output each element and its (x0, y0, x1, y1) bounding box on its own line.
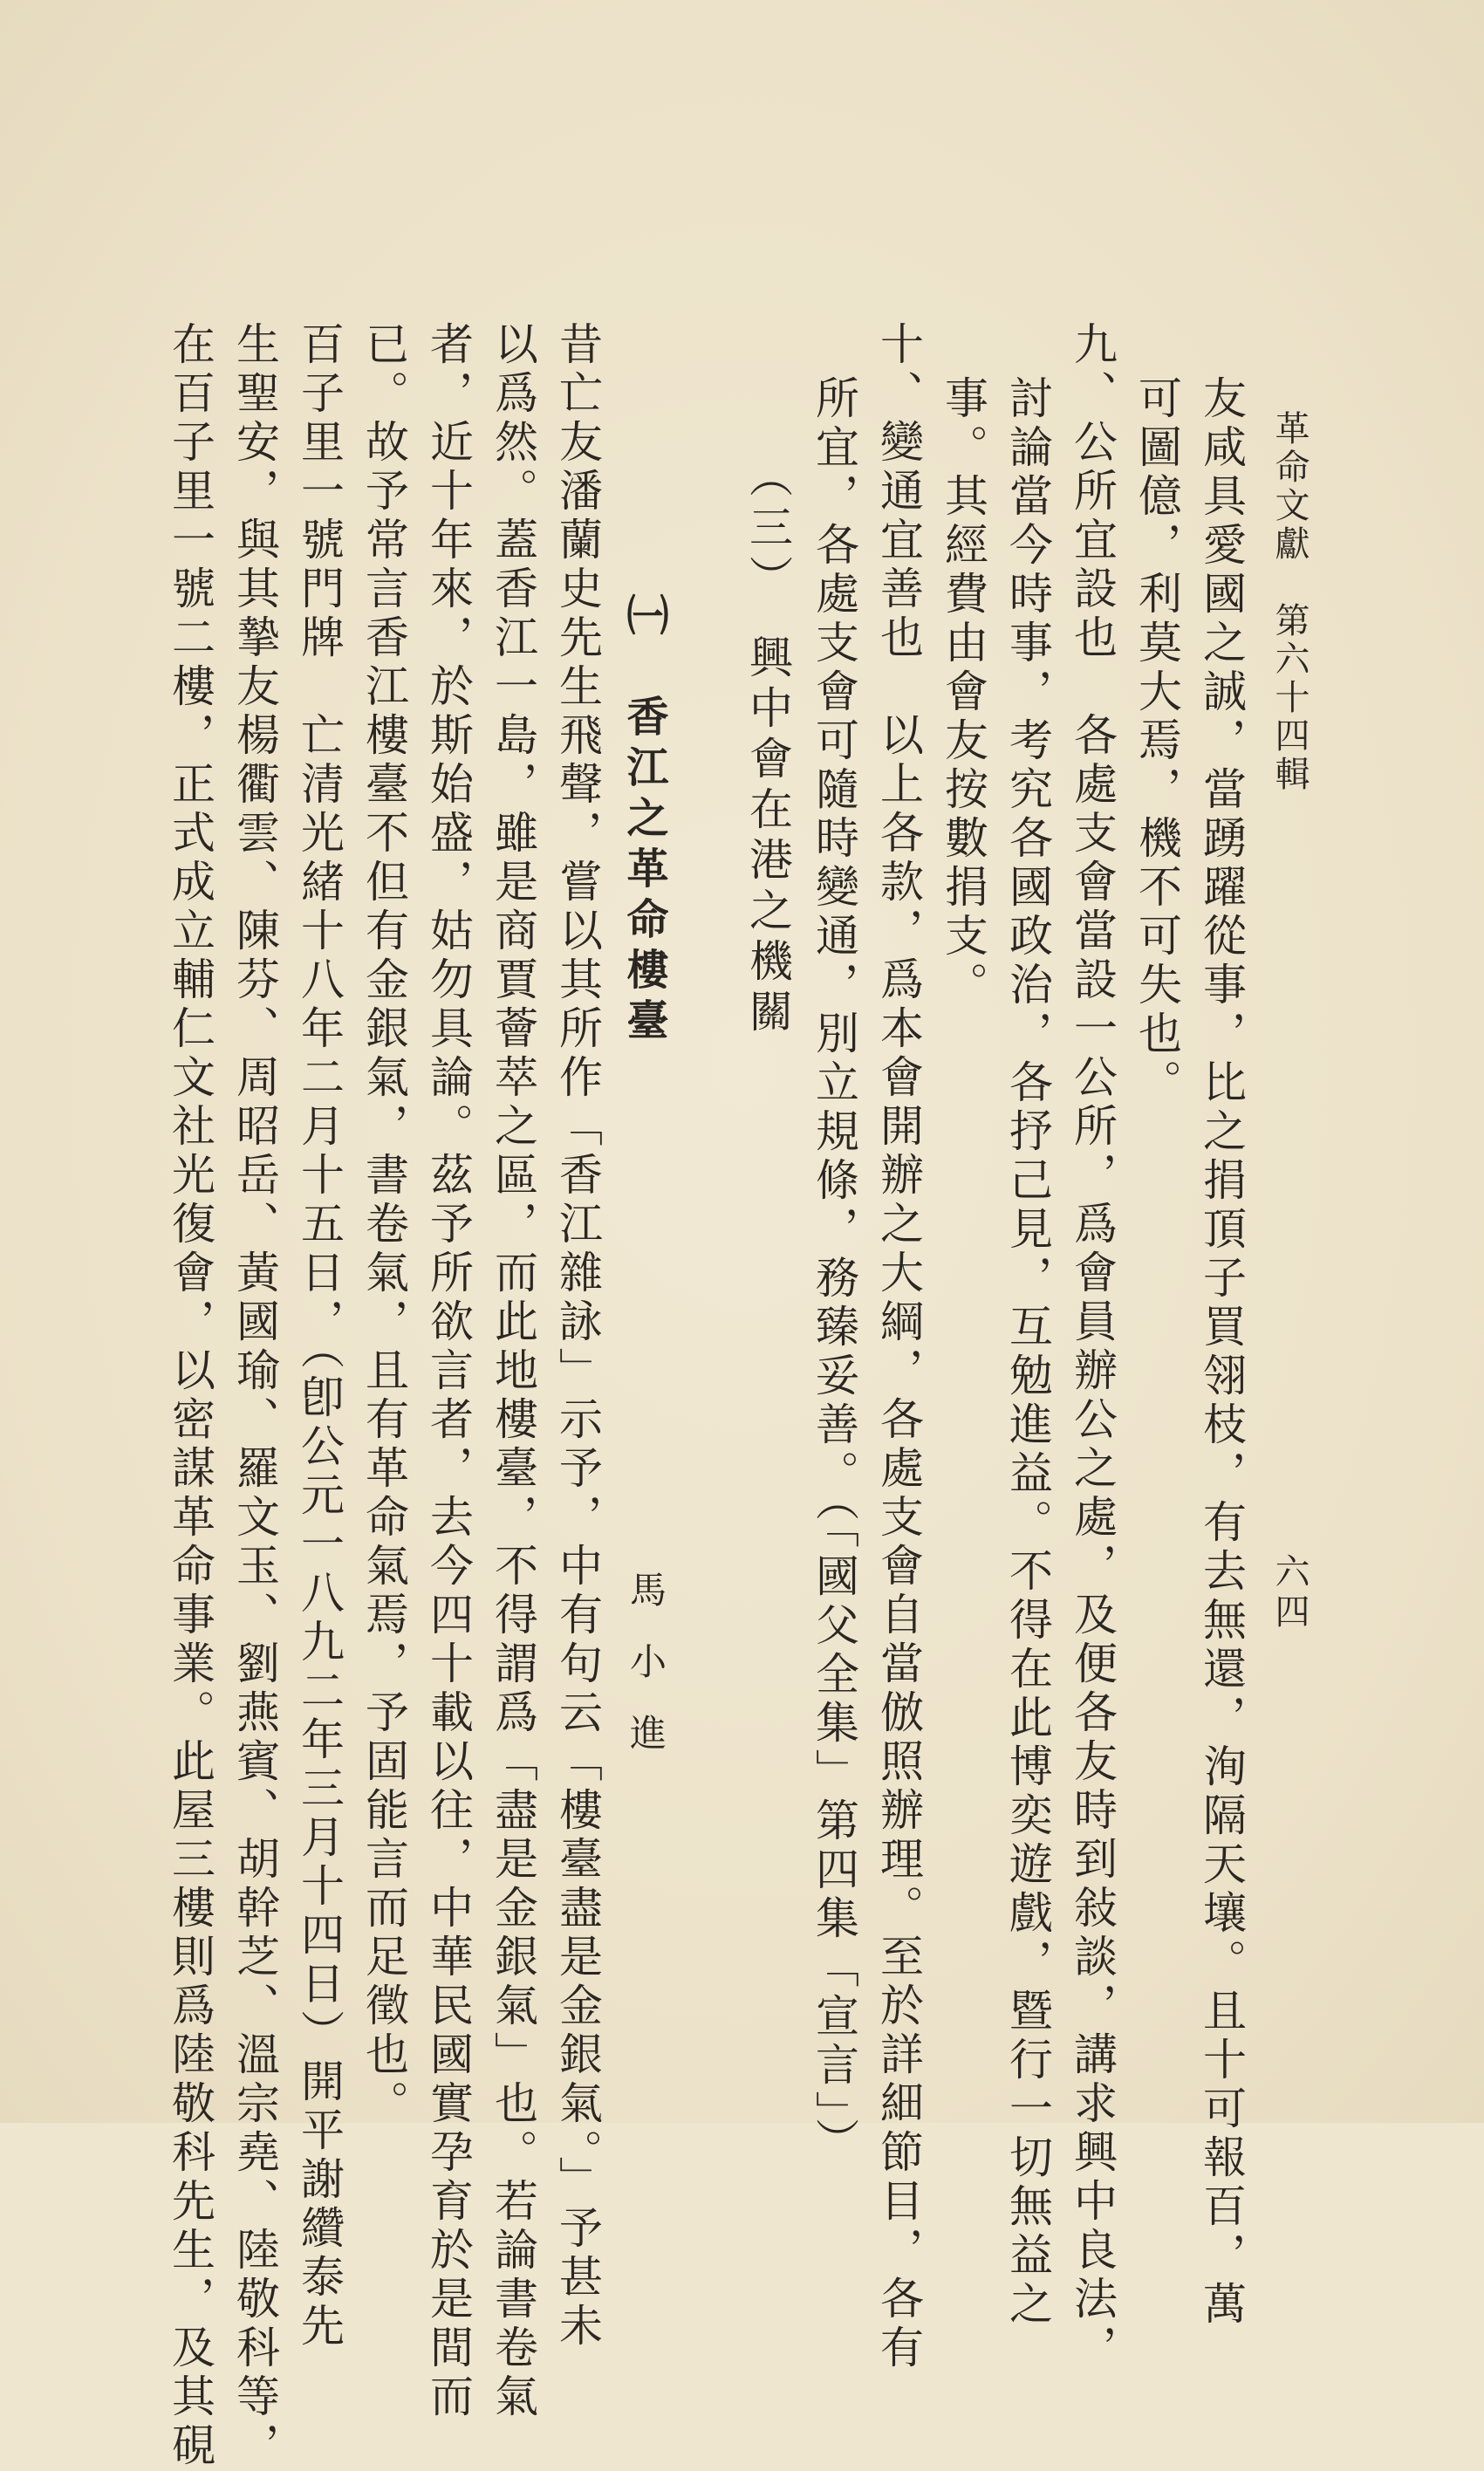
text-column: 在百子里一號二樓，正式成立輔仁文社光復會，以密謀革命事業。此屋三樓則爲陸敬科先生，及其硯 (165, 321, 215, 2471)
section-heading: （三） 興中會在港之機關 (742, 454, 793, 1039)
text-column: 已。故予常言香江樓臺不但有金銀氣，書卷氣，且有革命氣焉，予固能言而足徵也。 (359, 321, 409, 2129)
text-column: 可圖億，利莫大焉，機不可失也。 (1132, 375, 1182, 1108)
text-column: 以爲然。蓋香江一島，雖是商賈薈萃之區，而此地樓臺，不得謂爲「盡是金銀氣」也。若論書卷氣 (488, 321, 538, 2422)
text-column-item-9: 九、公所宜設也 各處支會當設一公所，爲會員辦公之處，及便各友時到敍談，講求興中良法， (1067, 321, 1118, 2373)
text-column: 生聖安，與其摯友楊衢雲、陳芬、周昭岳、黃國瑜、羅文玉、劉燕賓、胡幹芝、溫宗堯、陸敬科等， (229, 321, 280, 2471)
text-column: 事。其經費由會友按數捐支。 (938, 375, 988, 1010)
text-column-item-10: 十、變通宜善也 以上各款，爲本會開辦之大綱，各處支會自當倣照辦理。至於詳細節目，各有 (873, 321, 924, 2373)
text-column: 昔亡友潘蘭史先生飛聲，嘗以其所作「香江雜詠」示予，中有句云「樓臺盡是金銀氣。」予甚未 (552, 321, 603, 2351)
text-column: 友咸具愛國之誠，當踴躍從事，比之捐頂子買翎枝，有去無還，洵隔天壤。且十可報百，萬 (1196, 375, 1247, 2330)
page-number: 六四 (1269, 1553, 1310, 1633)
author-name: 馬小進 (625, 1571, 667, 1785)
text-column: 者，近十年來，於斯始盛，姑勿具論。茲予所欲言者，去今四十載以往，中華民國實孕育於是間而 (423, 321, 474, 2422)
subsection-heading: ㈠ 香江之革命樓臺 (619, 593, 668, 1049)
text-column: 所宜，各處支會可隨時變通，別立規條，務臻妥善。（「國父全集」第四集「宣言」） (809, 375, 859, 2166)
running-title: 革命文獻 第六十四輯 (1269, 410, 1310, 794)
text-column: 百子里一號門牌 亡清光緒十八年二月十五日，（卽公元一八九二年三月十四日）開平謝纘泰先 (294, 321, 345, 2351)
text-column: 討論當今時事，考究各國政治，各抒己見，互勉進益。不得在此博奕遊戲，暨行一切無益之 (1002, 375, 1053, 2330)
